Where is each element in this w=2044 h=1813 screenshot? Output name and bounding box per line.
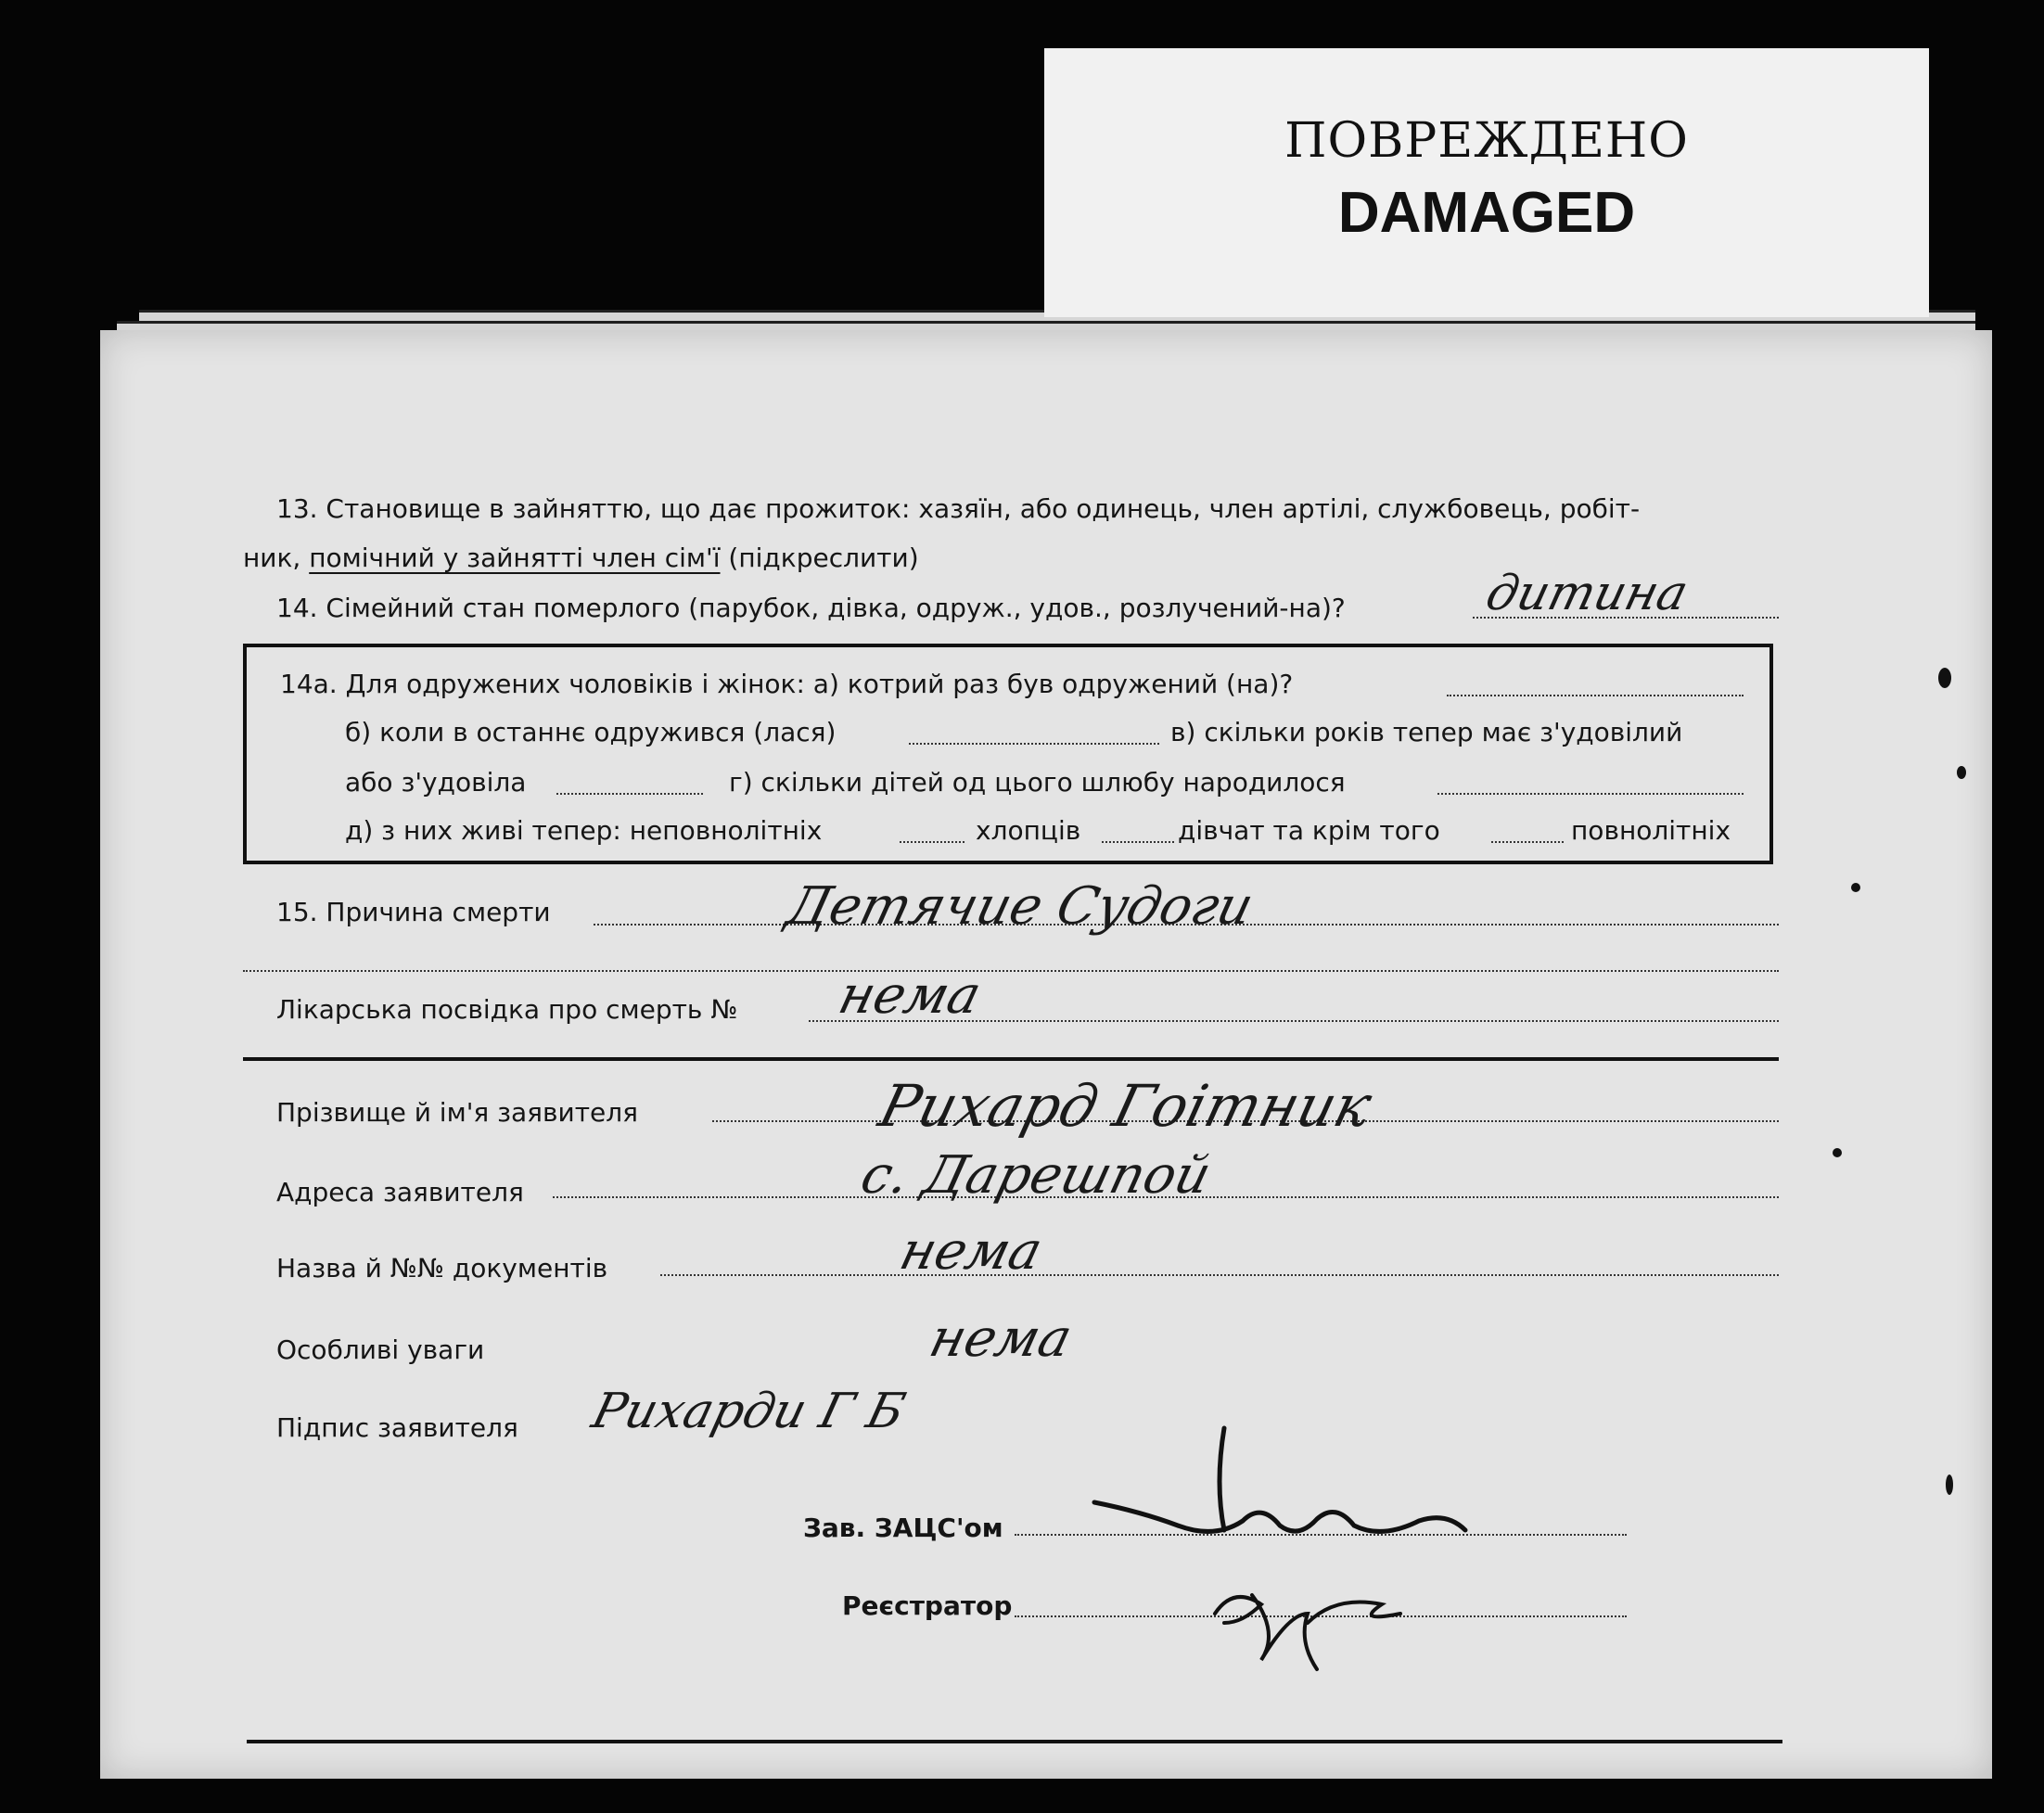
item15-value: Детячие Судоги [781, 876, 1259, 937]
applicant-signature-value: Рихарди Г Б [586, 1384, 911, 1439]
damage-speck [1851, 883, 1860, 892]
item14a-line4d: повнолітніх [1571, 815, 1731, 846]
item13-line2 [243, 545, 919, 571]
damage-speck [1946, 1475, 1953, 1495]
item14a-line4c: дівчат та крім того [1178, 815, 1440, 846]
documents-value: нема [894, 1221, 1049, 1282]
item14a-line4-field-c [1491, 841, 1564, 843]
item13-line2-suffix: (підкреслити) [720, 543, 919, 573]
damaged-stamp [1044, 48, 1929, 317]
documents-label: Назва й №№ документів [276, 1253, 608, 1283]
applicant-name-label: Прізвище й ім'я заявителя [276, 1097, 639, 1128]
item13-line2-prefix: ник, [243, 543, 310, 573]
item14a-line2a: б) коли в останнє одружився (лася) [345, 717, 837, 747]
item14a-line4-field-b [1102, 841, 1174, 843]
damage-speck [1938, 668, 1951, 688]
item14a-line4b: хлопців [976, 815, 1081, 846]
bottom-rule [247, 1740, 1782, 1743]
applicant-name-value: Рихард Гоітник [873, 1072, 1379, 1140]
item15-field-line-2 [243, 970, 1779, 972]
item14a-line1: 14а. Для одружених чоловіків і жінок: а) котрий раз був одружений (на)? [280, 669, 1294, 699]
applicant-address-label: Адреса заявителя [276, 1177, 524, 1207]
item13-underlined-option: помічний у зайнятті член сім'ї [309, 543, 721, 573]
item14-label: 14. Сімейний стан померлого (парубок, дівка, одруж., удов., розлучений-на)? [276, 593, 1346, 623]
damaged-label-en: DAMAGED [1337, 181, 1636, 245]
head-label: Зав. ЗАЦС'ом [803, 1513, 1003, 1543]
item14a-line2-field [909, 743, 1159, 745]
item14a-line1-field [1447, 695, 1744, 696]
section-divider [243, 1057, 1779, 1061]
applicant-address-value: с. Дарешпой [855, 1145, 1217, 1206]
remarks-value: нема [924, 1309, 1079, 1369]
damaged-label-ru: ПОВРЕЖДЕНО [1284, 113, 1689, 169]
damage-speck [1957, 766, 1966, 779]
item14a-line3-field-b [1437, 793, 1744, 795]
item15-label: 15. Причина смерти [276, 897, 551, 927]
registrar-label: Реєстратор [842, 1590, 1013, 1621]
item14a-line3b: г) скільки дітей од цього шлюбу народилося [729, 767, 1346, 798]
item14a-line4a: д) з них живі тепер: неповнолітніх [345, 815, 823, 846]
head-signature [1085, 1410, 1475, 1558]
applicant-signature-label: Підпис заявителя [276, 1412, 518, 1443]
registrar-signature [1196, 1558, 1419, 1688]
remarks-label: Особливі уваги [276, 1334, 485, 1365]
item14a-line2b: в) скільки років тепер має з'удовілий [1170, 717, 1683, 747]
item14a-line3-field-a [556, 793, 703, 795]
damage-speck [1833, 1148, 1842, 1157]
item14-value: дитина [1480, 566, 1693, 621]
item13-line1: 13. Становище в зайняттю, що дає прожиток: хазяїн, або одинець, член артілі, службовець, робіт- [276, 493, 1641, 524]
documents-field-line [660, 1274, 1779, 1276]
medical-cert-label: Лікарська посвідка про смерть № [276, 994, 738, 1025]
item14a-line4-field-a [900, 841, 965, 843]
medical-cert-value: нема [833, 965, 988, 1026]
item14a-line3a: або з'удовіла [345, 767, 527, 798]
